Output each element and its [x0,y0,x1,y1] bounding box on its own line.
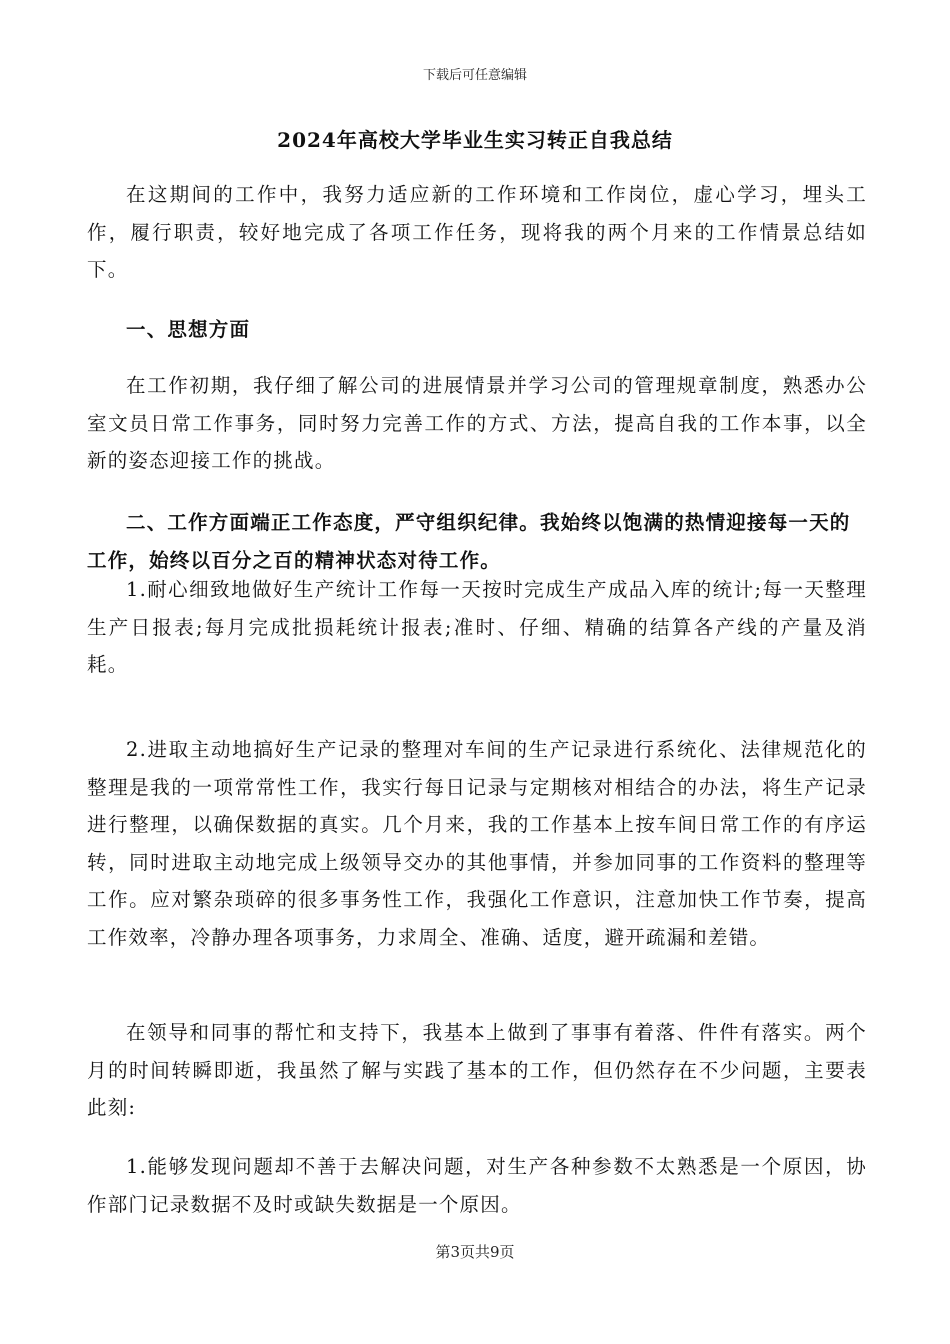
page-footer: 第3页共9页 [435,1243,515,1261]
section-heading-1: 一、思想方面 [126,318,251,341]
page-title: 2024年高校大学毕业生实习转正自我总结 [277,128,673,152]
paragraph-1-block [87,367,867,480]
intro-paragraph: 在这期间的工作中，我努力适应新的工作环境和工作岗位，虚心学习，埋头工作，履行职责，较好地完成了各项工作任务，现将我的两个月来的工作情景总结如下。 [87,183,867,281]
section-heading-2-block [87,504,867,579]
list-item-2: 2.进取主动地搞好生产记录的整理对车间的生产记录进行系统化、法律规范化的整理是我的一项常常性工作，我实行每日记录与定期核对相结合的办法，将生产记录进行整理，以确保数据的真实。几个月来，我的工作基本上按车间日常工作的有序运转，同时进取主动地完成上级领导交办的其他事情，并参加同事的工作资料的整理等工作。应对繁杂琐碎的很多事务性工作，我强化工作意识，注意加快工作节奏，提高工作效率，冷静办理各项事务，力求周全、准确、适度，避开疏漏和差错。 [87,738,867,949]
paragraph-2: 在领导和同事的帮忙和支持下，我基本上做到了事事有着落、件件有落实。两个月的时间转瞬即逝，我虽然了解与实践了基本的工作，但仍然存在不少问题，主要表此刻: [87,1021,867,1119]
paragraph-2-block [87,1014,867,1127]
list-item-2-block [87,731,867,956]
list-item-3-block [87,1148,867,1223]
paragraph-1: 在工作初期，我仔细了解公司的进展情景并学习公司的管理规章制度，熟悉办公室文员日常工作事务，同时努力完善工作的方式、方法，提高自我的工作本事，以全新的姿态迎接工作的挑战。 [87,374,867,472]
list-item-3: 1.能够发现问题却不善于去解决问题，对生产各种参数不太熟悉是一个原因，协作部门记录数据不及时或缺失数据是一个原因。 [87,1155,867,1216]
section-heading-2: 二、工作方面端正工作态度，严守组织纪律。我始终以饱满的热情迎接每一天的工作，始终以百分之百的精神状态对待工作。 [87,511,851,572]
header-note: 下载后可任意编辑 [422,68,527,83]
section-heading-1-block [87,311,867,349]
list-item-1: 1.耐心细致地做好生产统计工作每一天按时完成生产成品入库的统计;每一天整理生产日报表;每月完成批损耗统计报表;准时、仔细、精确的结算各产线的产量及消耗。 [87,578,867,676]
list-item-1-block [87,571,867,684]
intro-paragraph-block [87,176,867,289]
